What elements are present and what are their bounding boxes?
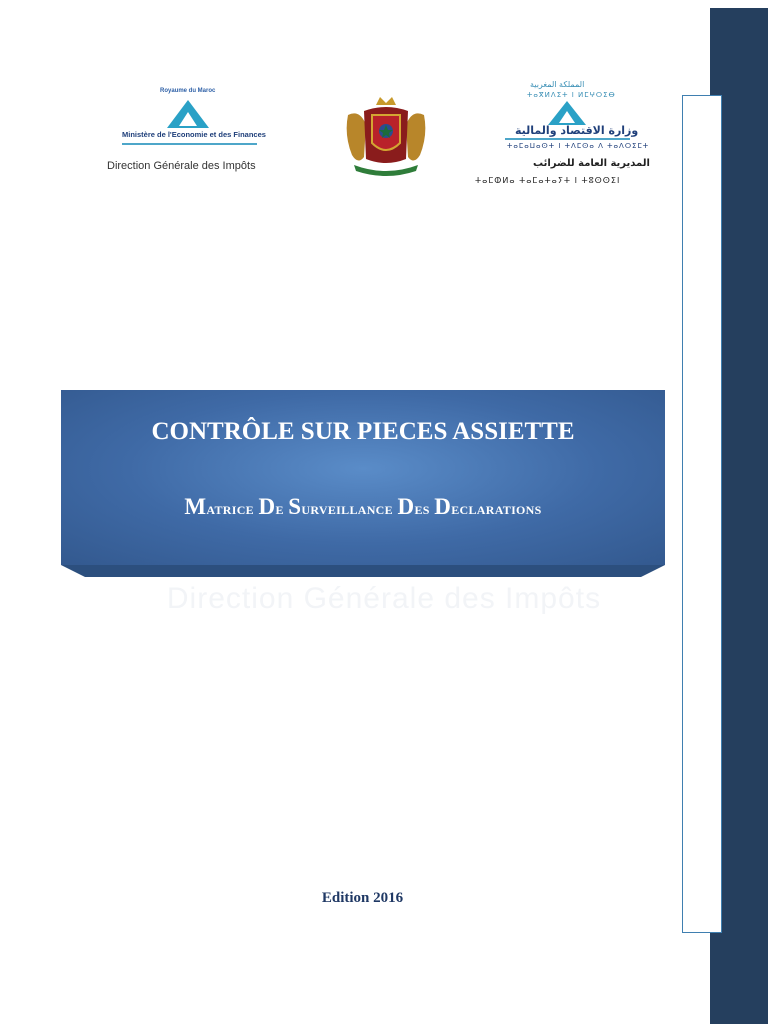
logo-right: [475, 80, 670, 190]
subtitle-word-5: Declarations: [434, 494, 542, 519]
directorate-label: Direction Générale des Impôts: [107, 160, 256, 172]
moroccan-coat-of-arms-icon: [340, 95, 432, 180]
subtitle-word-2: De: [258, 494, 289, 519]
kingdom-label: Royaume du Maroc: [160, 88, 216, 94]
title-banner: [61, 390, 665, 565]
edition-label: Edition 2016: [321, 890, 404, 906]
ministry-underline: [122, 143, 257, 145]
triangle-arch-icon: [165, 98, 211, 130]
tifinagh-directorate-label: ⵜⴰⵎⵀⵍⴰ ⵜⴰⵎⴰⵜⴰⵢⵜ ⵏ ⵜⵓⵙⵙⵉⵏ: [475, 176, 621, 185]
ministry-label: Ministère de l'Economie et des Finances: [122, 130, 266, 139]
document-subtitle: [61, 494, 665, 520]
arabic-ministry-label: وزارة الاقتصاد والمالية: [515, 124, 639, 137]
side-bar-outline: [682, 95, 722, 933]
triangle-arch-icon-right: [547, 100, 587, 126]
watermark-text: Direction Générale des Impôts: [166, 582, 602, 615]
arabic-kingdom-label: المملكة المغربية: [530, 80, 585, 89]
coat-of-arms: [340, 95, 432, 180]
document-title: CONTRÔLE SUR PIECES ASSIETTE: [151, 418, 575, 445]
ministry-underline-right: [505, 138, 630, 140]
subtitle-word-3: Surveillance: [288, 494, 398, 519]
logo-left: [100, 80, 290, 210]
subtitle-word-1: Matrice: [184, 494, 259, 519]
banner-bottom-edge: [61, 565, 665, 577]
tifinagh-kingdom-label: ⵜⴰⴳⵍⴷⵉⵜ ⵏ ⵍⵎⵖⵔⵉⴱ: [527, 91, 616, 99]
subtitle-word-4: Des: [397, 494, 435, 519]
arabic-directorate-label: المديرية العامة للضرائب: [533, 158, 650, 169]
tifinagh-ministry-label: ⵜⴰⵎⴰⵡⴰⵙⵜ ⵏ ⵜⴷⵎⵙⴰ ⴷ ⵜⴰⴷⵔⵉⵎⵜ: [507, 142, 650, 150]
